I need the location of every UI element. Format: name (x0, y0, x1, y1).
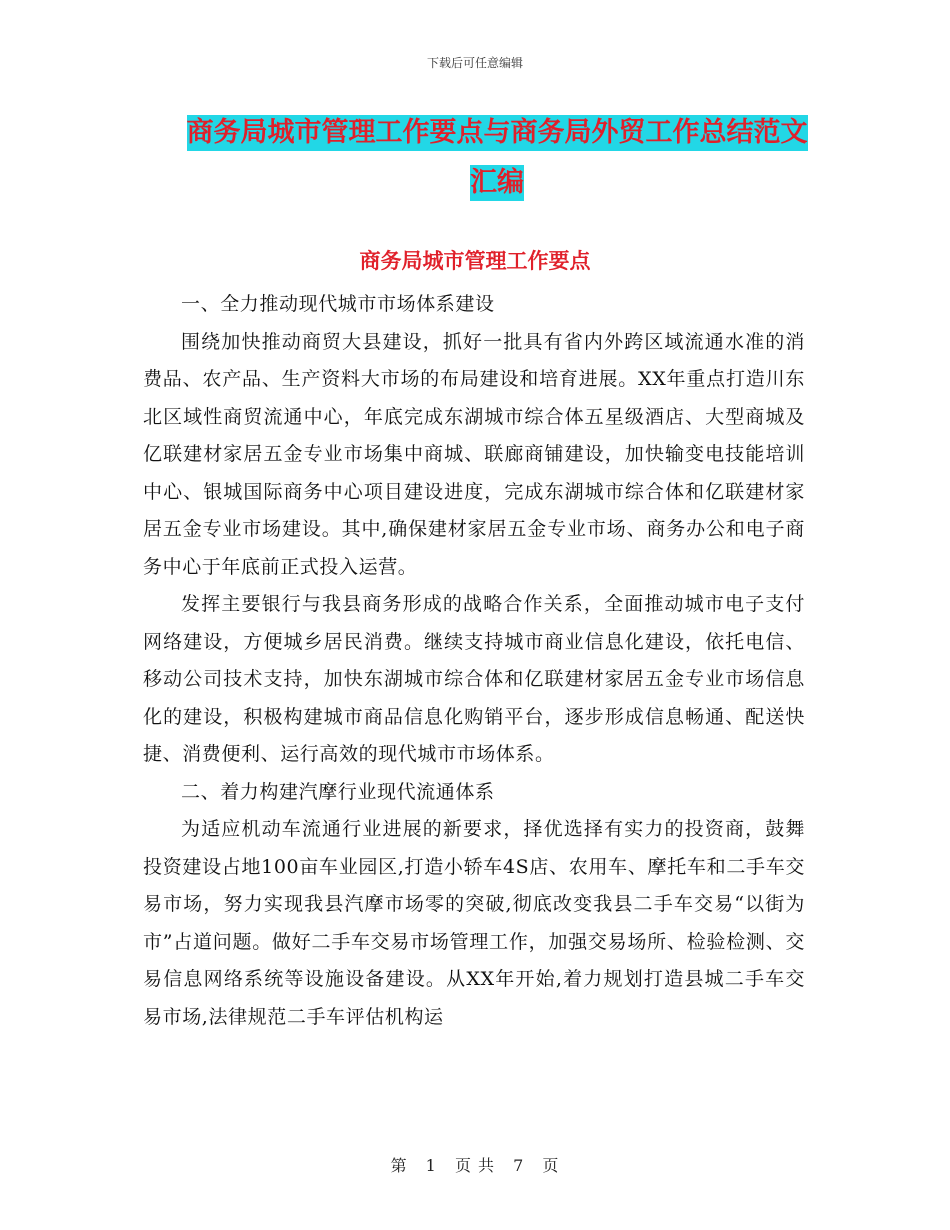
title-line-2: 汇编 (470, 165, 524, 201)
body-text (143, 286, 805, 1036)
section-title: 商务局城市管理工作要点 (359, 249, 591, 273)
footer-prefix: 第 (390, 1156, 408, 1175)
page-footer (0, 1153, 950, 1176)
paragraph-1: 围绕加快推动商贸大县建设，抓好一批具有省内外跨区域流通水准的消费品、农产品、生产资料大市场的布局建设和培育进展。XX年重点打造川东北区域性商贸流通中心，年底完成东湖城市综合体五星级酒店、大型商城及亿联建材家居五金专业市场集中商城、联廊商铺建设，加快输变电技能培训中心、银城国际商务中心项目建设进度，完成东湖城市综合体和亿联建材家居五金专业市场建设。其中,确保建材家居五金专业市场、商务办公和电子商务中心于年底前正式投入运营。 (143, 330, 805, 578)
paragraph-2: 发挥主要银行与我县商务形成的战略合作关系，全面推动城市电子支付网络建设，方便城乡居民消费。继续支持城市商业信息化建设，依托电信、移动公司技术支持，加快东湖城市综合体和亿联建材家居五金专业市场信息化的建设，积极构建城市商品信息化购销平台，逐步形成信息畅通、配送快捷、消费便利、运行高效的现代城市市场体系。 (143, 593, 805, 765)
footer-mid: 页 共 (454, 1156, 496, 1175)
heading-1: 一、全力推动现代城市市场体系建设 (181, 293, 495, 315)
heading-2: 二、着力构建汽摩行业现代流通体系 (181, 780, 495, 803)
footer-page-number: 1 (425, 1156, 437, 1175)
header-note: 下载后可任意编辑 (426, 56, 523, 70)
paragraph-3: 为适应机动车流通行业进展的新要求，择优选择有实力的投资商，鼓舞投资建设占地100亩车业园区,打造小轿车4S店、农用车、摩托车和二手车交易市场，努力实现我县汽摩市场零的突破,彻底改变我县二手车交易“以街为市”占道问题。做好二手车交易市场管理工作，加强交易场所、检验检测、交易信息网络系统等设施设备建设。从XX年开始,着力规划打造县城二手车交易市场,法律规范二手车评估机构运 (143, 818, 805, 1028)
footer-suffix: 页 (542, 1156, 560, 1175)
footer-total-pages: 7 (513, 1156, 525, 1175)
title-line-1: 商务局城市管理工作要点与商务局外贸工作总结范文 (187, 115, 808, 151)
document-title (0, 108, 950, 208)
